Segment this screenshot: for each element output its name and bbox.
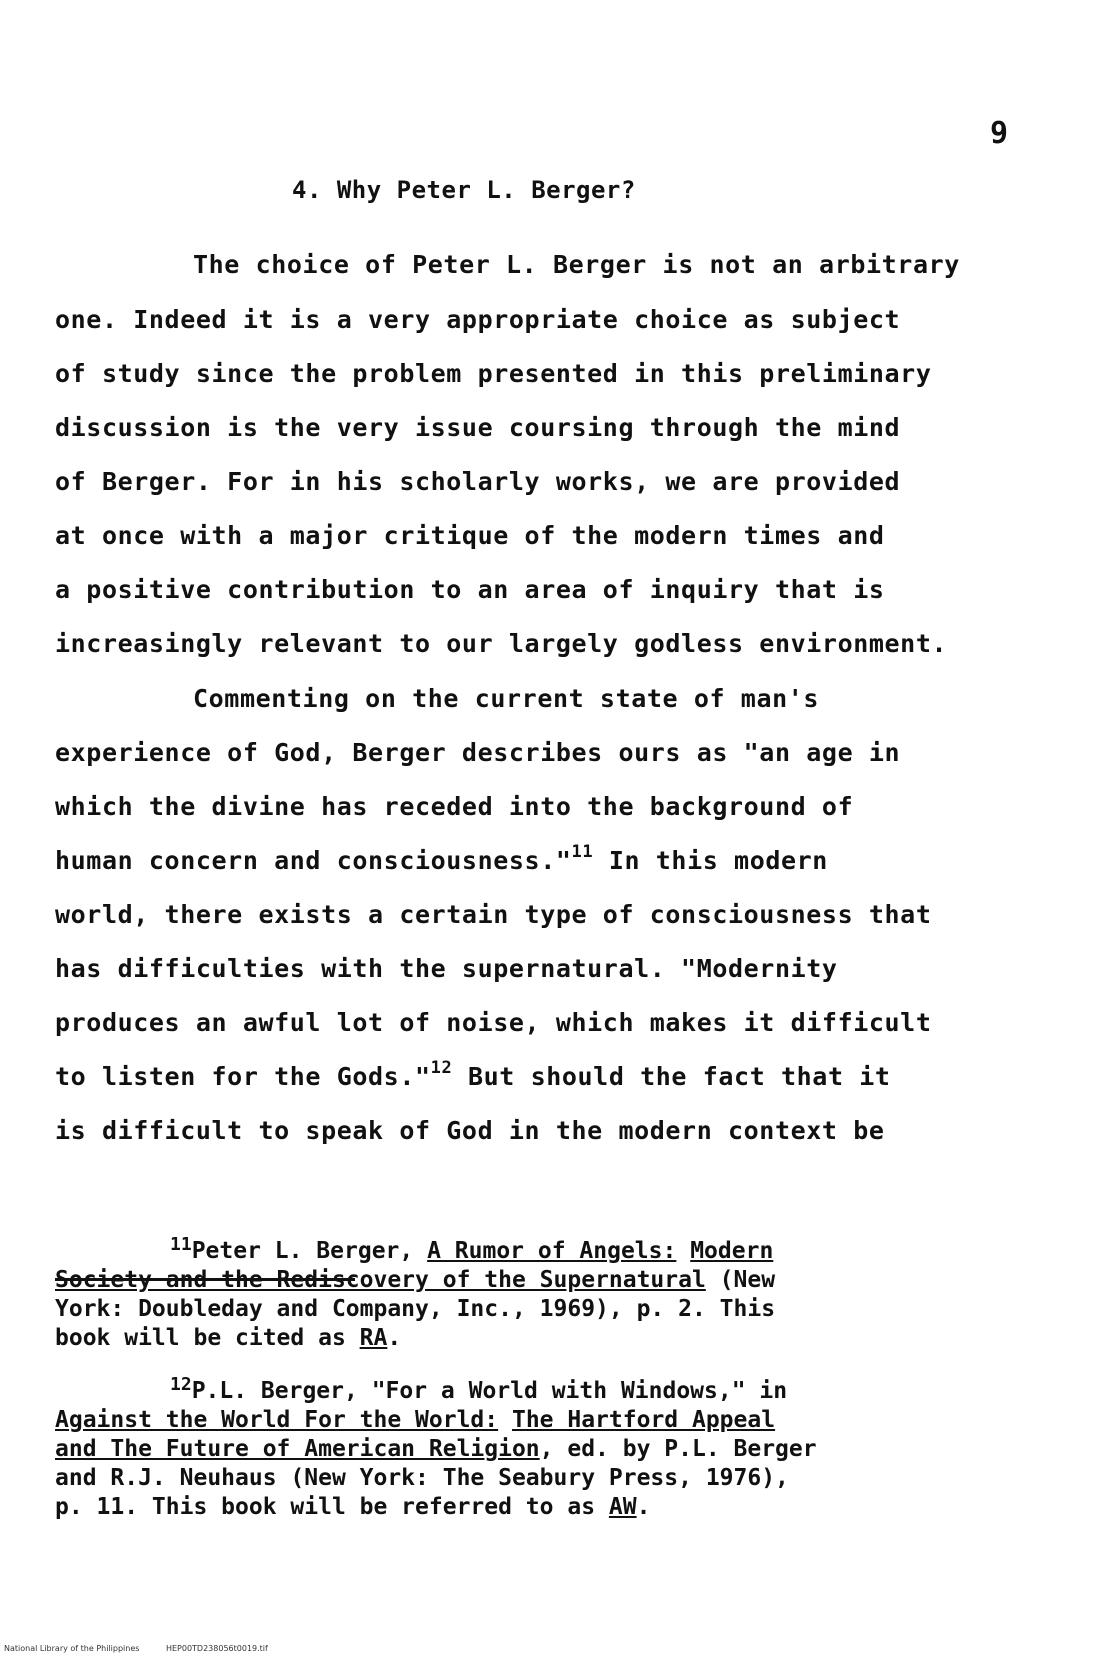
footnote-author: Peter L. Berger,: [191, 1238, 428, 1264]
footnote-12-line: [55, 1496, 1065, 1519]
body-line: a positive contribution to an area of inquiry that is: [55, 575, 885, 604]
body-line: is difficult to speak of God in the modern context be: [55, 1116, 885, 1145]
footnote-11-line: [55, 1327, 1065, 1350]
body-line: [55, 842, 1055, 875]
body-line: [55, 1058, 1055, 1091]
footnote-12-line: [55, 1409, 1065, 1432]
body-line: experience of God, Berger describes ours as "an age in: [55, 738, 901, 767]
footnote-11-line: [55, 1269, 1065, 1292]
section-heading: 4. Why Peter L. Berger?: [292, 176, 636, 204]
footnote-ref-12: 12: [430, 1058, 453, 1078]
footnote-title: Modern: [690, 1238, 774, 1264]
body-text: But should the fact that it: [467, 1062, 891, 1091]
footer-source: National Library of the Philippines: [4, 1644, 140, 1653]
body-line: has difficulties with the supernatural. "Modernity: [55, 954, 838, 983]
footnote-12-line: [170, 1374, 1050, 1404]
footnote-title: A Rumor of Angels:: [427, 1238, 677, 1264]
footnote-title: Society and the Rediscovery of the Supernatural: [55, 1267, 706, 1293]
body-line: produces an awful lot of noise, which makes it difficult: [55, 1008, 932, 1037]
footnote-ref-11: 11: [571, 842, 594, 862]
footnote-title: The Hartford Appeal: [511, 1407, 776, 1433]
body-text: human concern and consciousness.": [55, 846, 572, 875]
body-line: one. Indeed it is a very appropriate choice as subject: [55, 305, 901, 334]
footnote-abbreviation: AW: [608, 1494, 637, 1520]
footnote-marker-12: 12: [170, 1374, 192, 1395]
footnote-12-line: [55, 1438, 1065, 1461]
page-number: 9: [990, 116, 1009, 151]
body-text: In this modern: [608, 846, 828, 875]
footnote-11-line: York: Doubleday and Company, Inc., 1969), p. 2. This: [55, 1296, 776, 1322]
body-line: world, there exists a certain type of consciousness that: [55, 900, 932, 929]
body-line: The choice of Peter L. Berger is not an arbitrary: [193, 250, 960, 279]
footnote-author: P.L. Berger, "For a World with Windows," in: [191, 1378, 788, 1404]
body-text: to listen for the Gods.": [55, 1062, 431, 1091]
body-line: discussion is the very issue coursing through the mind: [55, 413, 901, 442]
footnote-text: (New: [705, 1267, 776, 1293]
footnote-12-line: and R.J. Neuhaus (New York: The Seabury Press, 1976),: [55, 1465, 789, 1491]
footnote-text: p. 11. This book will be referred to as: [55, 1494, 609, 1520]
body-line: at once with a major critique of the modern times and: [55, 521, 885, 550]
footnote-text: .: [636, 1494, 651, 1520]
footer-file: HEP00TD238056t0019.tif: [165, 1644, 268, 1653]
footnote-text: , ed. by P.L. Berger: [539, 1436, 817, 1462]
footnote-text: .: [387, 1325, 402, 1351]
body-line: Commenting on the current state of man's: [193, 684, 820, 713]
footnote-title: Against the World For the World:: [55, 1407, 499, 1433]
body-line: of study since the problem presented in this preliminary: [55, 359, 932, 388]
body-line: increasingly relevant to our largely godless environment.: [55, 629, 948, 658]
scan-footer: [4, 1644, 268, 1653]
footnote-marker-11: 11: [170, 1234, 192, 1255]
footnote-abbreviation: RA: [359, 1325, 388, 1351]
body-line: of Berger. For in his scholarly works, we are provided: [55, 467, 901, 496]
footnote-11-line: [170, 1234, 1050, 1264]
footnote-text: book will be cited as: [55, 1325, 360, 1351]
footnote-title: and The Future of American Religion: [55, 1436, 540, 1462]
body-line: which the divine has receded into the background of: [55, 792, 854, 821]
